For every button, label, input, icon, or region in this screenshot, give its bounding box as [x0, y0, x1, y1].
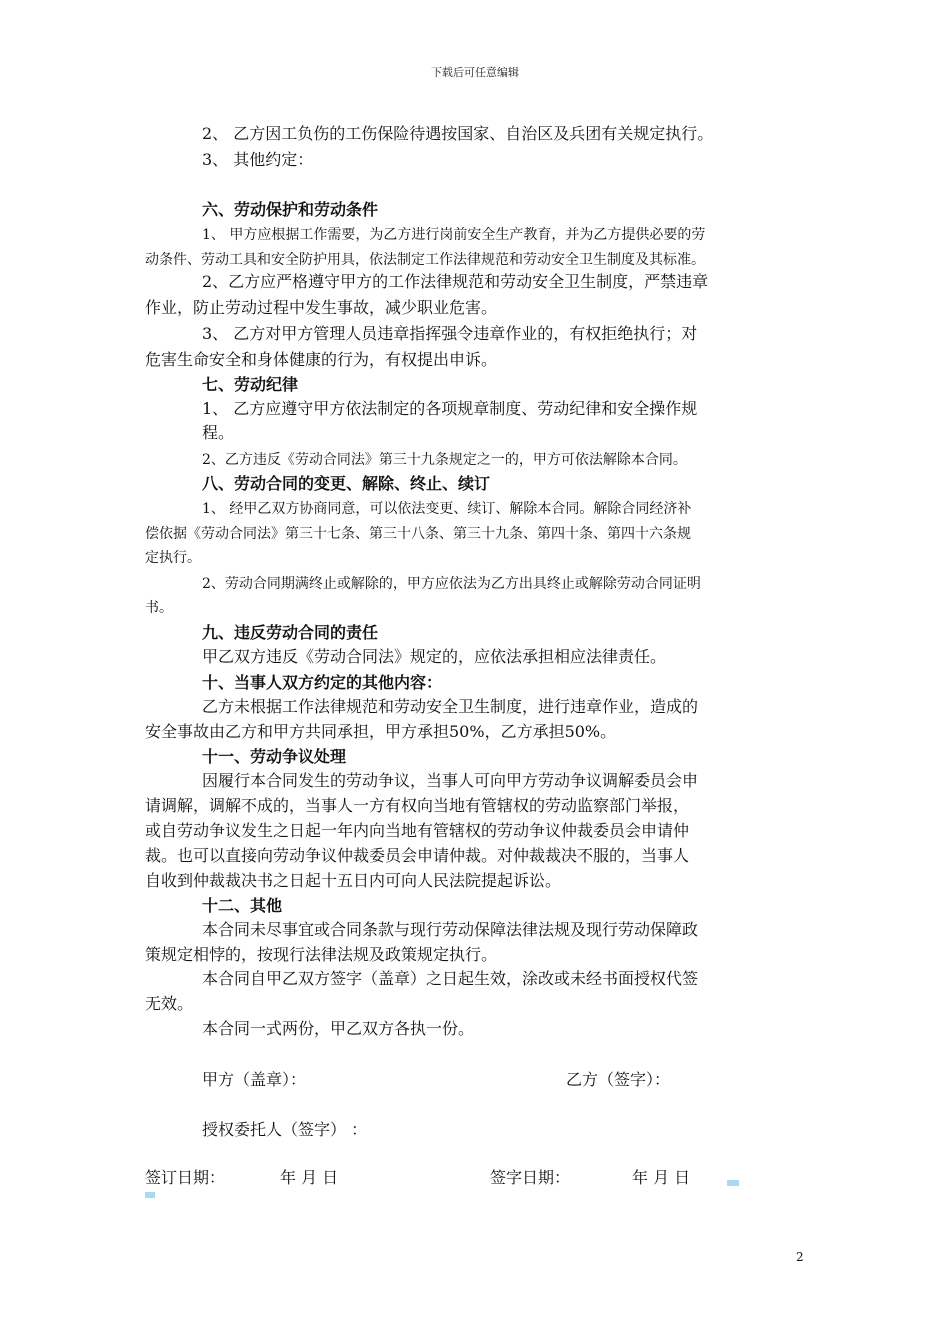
paragraph-line: 1、 乙方应遵守甲方依法制定的各项规章制度、劳动纪律和安全操作规 [202, 399, 698, 418]
paragraph-line: 裁。也可以直接向劳动争议仲裁委员会申请仲裁。对仲裁裁决不服的，当事人 [145, 846, 690, 865]
signature-date-label: 签字日期： [490, 1168, 571, 1187]
party-a-seal-label: 甲方（盖章）： [202, 1070, 307, 1089]
signing-date-value: 年 月 日 [280, 1168, 339, 1187]
paragraph-line: 本合同自甲乙双方签字（盖章）之日起生效，涂改或未经书面授权代签 [202, 969, 699, 988]
paragraph-line: 偿依据《劳动合同法》第三十七条、第三十八条、第三十九条、第四十条、第四十六条规 [145, 526, 691, 542]
paragraph-line: 1、 经甲乙双方协商同意，可以依法变更、续订、解除本合同。解除合同经济补 [202, 501, 692, 517]
selection-highlight [727, 1180, 739, 1186]
paragraph-line: 动条件、劳动工具和安全防护用具，依法制定工作法律规范和劳动安全卫生制度及其标准。 [145, 252, 705, 268]
paragraph-line: 自收到仲裁裁决书之日起十五日内可向人民法院提起诉讼。 [145, 871, 562, 890]
paragraph-line: 甲乙双方违反《劳动合同法》规定的，应依法承担相应法律责任。 [202, 647, 667, 666]
section-heading: 十一、劳动争议处理 [202, 747, 347, 766]
paragraph-line: 3、 乙方对甲方管理人员违章指挥强令违章作业的，有权拒绝执行；对 [202, 324, 698, 343]
paragraph-line: 无效。 [145, 994, 194, 1013]
paragraph-line: 危害生命安全和身体健康的行为，有权提出申诉。 [145, 350, 498, 369]
paragraph-line: 本合同一式两份，甲乙双方各执一份。 [202, 1019, 475, 1038]
authorized-agent-label: 授权委托人（签字） ： [202, 1120, 368, 1139]
paragraph-line: 书。 [145, 600, 173, 616]
section-heading: 七、劳动纪律 [202, 375, 299, 394]
paragraph-line: 安全事故由乙方和甲方共同承担，甲方承担50%，乙方承担50%。 [145, 722, 617, 741]
paragraph-line: 作业，防止劳动过程中发生事故，减少职业危害。 [145, 298, 498, 317]
paragraph-line: 1、 甲方应根据工作需要，为乙方进行岗前安全生产教育，并为乙方提供必要的劳 [202, 227, 706, 243]
paragraph-line: 本合同未尽事宜或合同条款与现行劳动保障法律法规及现行劳动保障政 [202, 920, 699, 939]
paragraph-line: 3、 其他约定： [202, 150, 314, 169]
selection-highlight [145, 1192, 155, 1198]
section-heading: 八、劳动合同的变更、解除、终止、续订 [202, 474, 491, 493]
section-heading: 九、违反劳动合同的责任 [202, 623, 379, 642]
page-header: 下载后可任意编辑 [431, 66, 519, 79]
section-heading: 十、当事人双方约定的其他内容： [202, 673, 443, 692]
signature-date-value: 年 月 日 [632, 1168, 691, 1187]
signing-date-label: 签订日期： [145, 1168, 226, 1187]
paragraph-line: 2、劳动合同期满终止或解除的，甲方应依法为乙方出具终止或解除劳动合同证明 [202, 576, 701, 592]
paragraph-line: 策规定相悖的，按现行法律法规及政策规定执行。 [145, 945, 498, 964]
paragraph-line: 2、乙方应严格遵守甲方的工作法律规范和劳动安全卫生制度，严禁违章 [202, 272, 709, 291]
paragraph-line: 程。 [202, 423, 235, 442]
section-heading: 六、劳动保护和劳动条件 [202, 200, 379, 219]
paragraph-line: 请调解，调解不成的，当事人一方有权向当地有管辖权的劳动监察部门举报， [145, 796, 690, 815]
paragraph-line: 2、乙方违反《劳动合同法》第三十九条规定之一的，甲方可依法解除本合同。 [202, 452, 687, 468]
section-heading: 十二、其他 [202, 896, 283, 915]
page-number: 2 [796, 1250, 804, 1264]
paragraph-line: 或自劳动争议发生之日起一年内向当地有管辖权的劳动争议仲裁委员会申请仲 [145, 821, 690, 840]
paragraph-line: 因履行本合同发生的劳动争议，当事人可向甲方劳动争议调解委员会申 [202, 771, 699, 790]
paragraph-line: 2、 乙方因工负伤的工伤保险待遇按国家、自治区及兵团有关规定执行。 [202, 124, 714, 143]
party-b-signature-label: 乙方（签字）： [566, 1070, 671, 1089]
paragraph-line: 定执行。 [145, 550, 201, 566]
paragraph-line: 乙方未根据工作法律规范和劳动安全卫生制度，进行违章作业，造成的 [202, 697, 699, 716]
